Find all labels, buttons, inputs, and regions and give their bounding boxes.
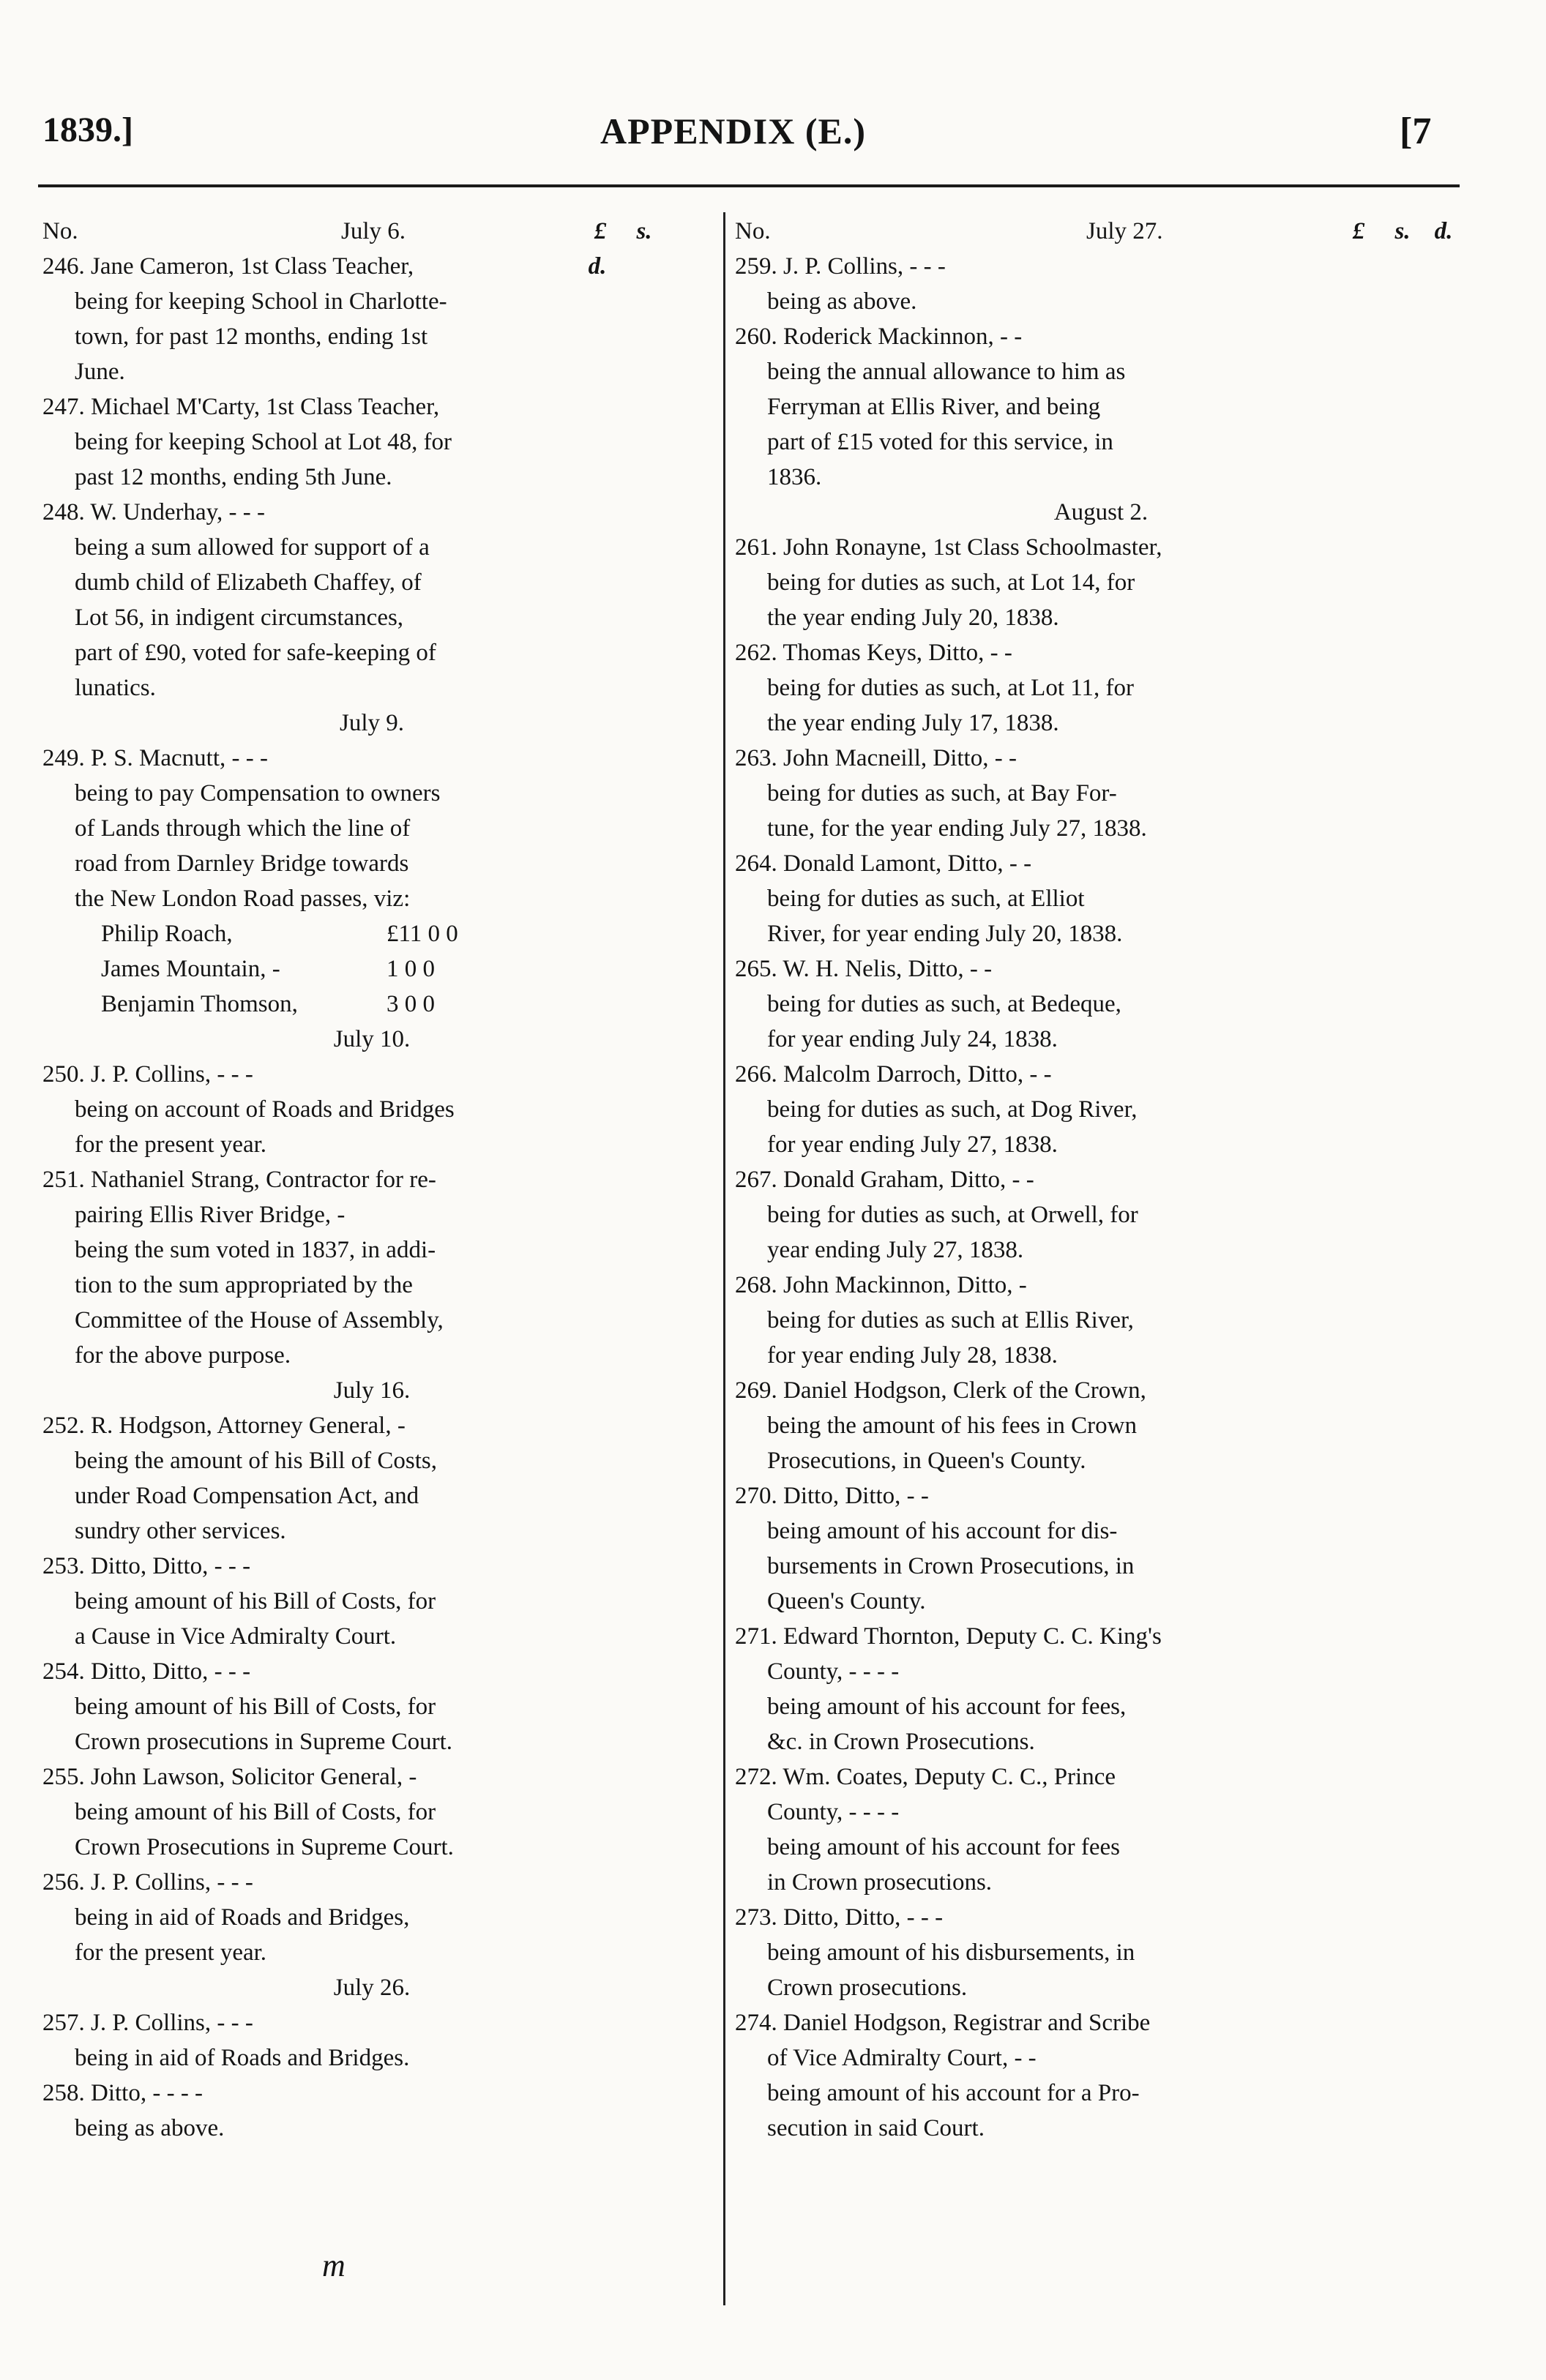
entry-description: being to pay Compensation to owners (75, 780, 441, 807)
entry-description: for year ending July 28, 1838. (767, 1342, 1058, 1369)
ledger-entry (735, 1478, 1467, 1619)
entry-description: being for duties as such, at Lot 11, for (767, 675, 1134, 701)
entry-description: being a sum allowed for support of a (75, 534, 430, 561)
sub-payment (42, 987, 701, 1022)
ledger-entry (735, 1619, 1467, 1759)
column-header (735, 214, 1467, 249)
entry-title-continued: County, - - - - (767, 1799, 900, 1825)
entry-title-continued: County, - - - - (767, 1658, 900, 1685)
entry-description: Prosecutions, in Queen's County. (767, 1448, 1086, 1474)
entry-description: being amount of his account for fees, (767, 1694, 1127, 1720)
entry-title: 248. W. Underhay, - - - (42, 499, 265, 525)
ledger-entry (42, 1162, 701, 1373)
ledger-entry (42, 495, 701, 706)
entry-description: being for duties as such, at Orwell, for (767, 1202, 1138, 1228)
entry-title: 265. W. H. Nelis, Ditto, - - (735, 956, 993, 982)
entry-description: lunatics. (75, 675, 156, 701)
ledger-entry (735, 1162, 1467, 1268)
ledger-entry (42, 2076, 701, 2146)
entry-description: being for duties as such, at Dog River, (767, 1096, 1138, 1123)
entry-description: being for duties as such at Ellis River, (767, 1307, 1134, 1333)
entry-description: being for duties as such, at Bedeque, (767, 991, 1121, 1017)
signature-mark: m (322, 2248, 346, 2283)
page-number: [7 (1400, 111, 1432, 152)
pound-symbol: £ (594, 218, 607, 244)
entry-description: Crown Prosecutions in Supreme Court. (75, 1834, 454, 1860)
entry-description: being as above. (75, 2115, 225, 2141)
entry-description: for the present year. (75, 1131, 267, 1158)
entry-title: 271. Edward Thornton, Deputy C. C. King's (735, 1623, 1162, 1650)
entry-description: the year ending July 20, 1838. (767, 605, 1059, 631)
entry-description: of Lands through which the line of (75, 815, 411, 842)
entry-description: tion to the sum appropriated by the (75, 1272, 413, 1298)
entry-description: for the above purpose. (75, 1342, 291, 1369)
entry-description: year ending July 27, 1838. (767, 1237, 1024, 1263)
sub-amount: £11 0 0 (386, 921, 458, 947)
sub-amount: 3 0 0 (386, 991, 435, 1017)
entry-description: being the annual allowance to him as (767, 359, 1126, 385)
entry-title-continued: pairing Ellis River Bridge, - (75, 1202, 346, 1228)
right-column (735, 214, 1467, 2146)
pound-symbol: £ (1352, 218, 1365, 244)
entry-title: 257. J. P. Collins, - - - (42, 2010, 253, 2036)
entry-description: being on account of Roads and Bridges (75, 1096, 455, 1123)
pence-symbol: d. (1434, 218, 1453, 244)
entry-description: Ferryman at Ellis River, and being (767, 394, 1101, 420)
entry-description: tune, for the year ending July 27, 1838. (767, 815, 1147, 842)
entry-description: 1836. (767, 464, 822, 490)
entry-description: secution in said Court. (767, 2115, 985, 2141)
entry-title: 264. Donald Lamont, Ditto, - - (735, 850, 1032, 877)
ledger-entry (735, 2005, 1467, 2146)
entry-description: River, for year ending July 20, 1838. (767, 921, 1123, 947)
ledger-entry (735, 1057, 1467, 1162)
entry-description: being amount of his Bill of Costs, for (75, 1588, 436, 1614)
ledger-entry (42, 249, 701, 389)
entry-description: Committee of the House of Assembly, (75, 1307, 444, 1333)
sub-amount: 1 0 0 (386, 956, 435, 982)
entry-title: 253. Ditto, Ditto, - - - (42, 1553, 251, 1579)
entry-description: &c. in Crown Prosecutions. (767, 1729, 1035, 1755)
ledger-entry (42, 1865, 701, 1970)
entry-description: town, for past 12 months, ending 1st (75, 323, 428, 350)
entry-title: 256. J. P. Collins, - - - (42, 1869, 253, 1896)
ledger-entry (735, 1759, 1467, 1900)
ledger-entry (735, 1268, 1467, 1373)
entry-description: June. (75, 359, 125, 385)
page-year: 1839.] (42, 111, 133, 149)
entry-title: 249. P. S. Macnutt, - - - (42, 745, 268, 771)
ledger-entry (42, 1408, 701, 1549)
entry-description: past 12 months, ending 5th June. (75, 464, 392, 490)
entry-description: being amount of his account for a Pro- (767, 2080, 1140, 2106)
entry-title: 270. Ditto, Ditto, - - (735, 1483, 929, 1509)
sub-payee: Benjamin Thomson, (101, 991, 298, 1017)
ledger-entry (735, 846, 1467, 951)
ledger-entry (42, 1654, 701, 1759)
entry-title: 269. Daniel Hodgson, Clerk of the Crown, (735, 1377, 1146, 1404)
ledger-entry (735, 635, 1467, 741)
header-rule (38, 184, 1460, 187)
ledger-entry (735, 249, 1467, 319)
entry-title: 273. Ditto, Ditto, - - - (735, 1904, 944, 1931)
entry-description: for year ending July 24, 1838. (767, 1026, 1058, 1052)
ledger-entry (42, 1057, 701, 1162)
date-heading: July 27. (1086, 218, 1163, 244)
ledger-entry (735, 1900, 1467, 2005)
date-heading: July 26. (333, 1975, 411, 2001)
entry-title: 262. Thomas Keys, Ditto, - - (735, 640, 1012, 666)
entry-description: being for keeping School in Charlotte- (75, 288, 447, 315)
entry-title: 272. Wm. Coates, Deputy C. C., Prince (735, 1764, 1116, 1790)
date-heading: July 16. (333, 1377, 411, 1404)
entry-title: 266. Malcolm Darroch, Ditto, - - (735, 1061, 1052, 1088)
entry-description: a Cause in Vice Admiralty Court. (75, 1623, 397, 1650)
entry-description: being in aid of Roads and Bridges. (75, 2045, 410, 2071)
shilling-symbol: s. (1394, 218, 1411, 244)
entry-description: in Crown prosecutions. (767, 1869, 993, 1896)
entry-description: being for duties as such, at Lot 14, for (767, 569, 1135, 596)
entry-description: part of £15 voted for this service, in (767, 429, 1113, 455)
date-heading: August 2. (1053, 499, 1149, 525)
entry-title: 251. Nathaniel Strang, Contractor for re- (42, 1167, 436, 1193)
shilling-symbol: s. (636, 218, 652, 244)
entry-description: being for keeping School at Lot 48, for (75, 429, 452, 455)
entry-description: for the present year. (75, 1939, 267, 1966)
currency-header (1335, 214, 1464, 249)
date-heading: July 6. (341, 218, 406, 244)
entry-description: under Road Compensation Act, and (75, 1483, 419, 1509)
entry-title: 263. John Macneill, Ditto, - - (735, 745, 1017, 771)
entry-description: Crown prosecutions in Supreme Court. (75, 1729, 453, 1755)
left-column (42, 214, 701, 2146)
column-number-label: No. (735, 218, 771, 244)
entry-title: 246. Jane Cameron, 1st Class Teacher, (42, 253, 414, 280)
entry-title: 250. J. P. Collins, - - - (42, 1061, 253, 1088)
entry-description: being the amount of his fees in Crown (767, 1412, 1137, 1439)
entry-title: 254. Ditto, Ditto, - - - (42, 1658, 251, 1685)
sub-payee: James Mountain, - (101, 956, 280, 982)
entry-description: road from Darnley Bridge towards (75, 850, 409, 877)
entry-title: 247. Michael M'Carty, 1st Class Teacher, (42, 394, 440, 420)
entry-title: 252. R. Hodgson, Attorney General, - (42, 1412, 406, 1439)
column-divider (723, 212, 725, 2305)
entry-description: part of £90, voted for safe-keeping of (75, 640, 436, 666)
entry-description: the New London Road passes, viz: (75, 886, 411, 912)
entry-description: being amount of his account for fees (767, 1834, 1121, 1860)
entry-description: being in aid of Roads and Bridges, (75, 1904, 410, 1931)
ledger-entry (42, 1759, 701, 1865)
entry-description: Lot 56, in indigent circumstances, (75, 605, 404, 631)
entry-title: 258. Ditto, - - - - (42, 2080, 203, 2106)
entry-description: being amount of his disbursements, in (767, 1939, 1135, 1966)
ledger-entry (42, 1549, 701, 1654)
entry-description: being amount of his Bill of Costs, for (75, 1694, 436, 1720)
entry-title: 274. Daniel Hodgson, Registrar and Scribe (735, 2010, 1151, 2036)
entry-description: for year ending July 27, 1838. (767, 1131, 1058, 1158)
ledger-entry (735, 319, 1467, 495)
entry-description: sundry other services. (75, 1518, 286, 1544)
entry-description: the year ending July 17, 1838. (767, 710, 1059, 736)
ledger-entry (42, 741, 701, 1022)
entry-description: being amount of his Bill of Costs, for (75, 1799, 436, 1825)
date-heading: July 9. (339, 710, 404, 736)
entry-description: Crown prosecutions. (767, 1975, 968, 2001)
entry-description: being for duties as such, at Elliot (767, 886, 1085, 912)
entry-title: 259. J. P. Collins, - - - (735, 253, 946, 280)
entry-title: 260. Roderick Mackinnon, - - (735, 323, 1023, 350)
entry-description: being for duties as such, at Bay For- (767, 780, 1117, 807)
pence-symbol: d. (588, 253, 607, 280)
date-heading: July 10. (333, 1026, 411, 1052)
entry-title-continued: of Vice Admiralty Court, - - (767, 2045, 1037, 2071)
entry-description: being the amount of his Bill of Costs, (75, 1448, 437, 1474)
sub-payment (42, 916, 701, 951)
sub-payee: Philip Roach, (101, 921, 233, 947)
ledger-entry (735, 530, 1467, 635)
ledger-entry (735, 951, 1467, 1057)
entry-description: dumb child of Elizabeth Chaffey, of (75, 569, 422, 596)
entry-title: 255. John Lawson, Solicitor General, - (42, 1764, 417, 1790)
sub-payment (42, 951, 701, 987)
entry-description: being as above. (767, 288, 917, 315)
ledger-entry (42, 389, 701, 495)
entry-description: being amount of his account for dis- (767, 1518, 1118, 1544)
entry-description: bursements in Crown Prosecutions, in (767, 1553, 1135, 1579)
entry-description: being the sum voted in 1837, in addi- (75, 1237, 436, 1263)
entry-description: Queen's County. (767, 1588, 926, 1614)
ledger-entry (735, 1373, 1467, 1478)
entry-title: 267. Donald Graham, Ditto, - - (735, 1167, 1034, 1193)
column-number-label: No. (42, 218, 78, 244)
ledger-entry (735, 741, 1467, 846)
ledger-entry (42, 2005, 701, 2076)
entry-title: 261. John Ronayne, 1st Class Schoolmaster, (735, 534, 1162, 561)
entry-title: 268. John Mackinnon, Ditto, - (735, 1272, 1027, 1298)
page-title: APPENDIX (E.) (600, 111, 866, 151)
